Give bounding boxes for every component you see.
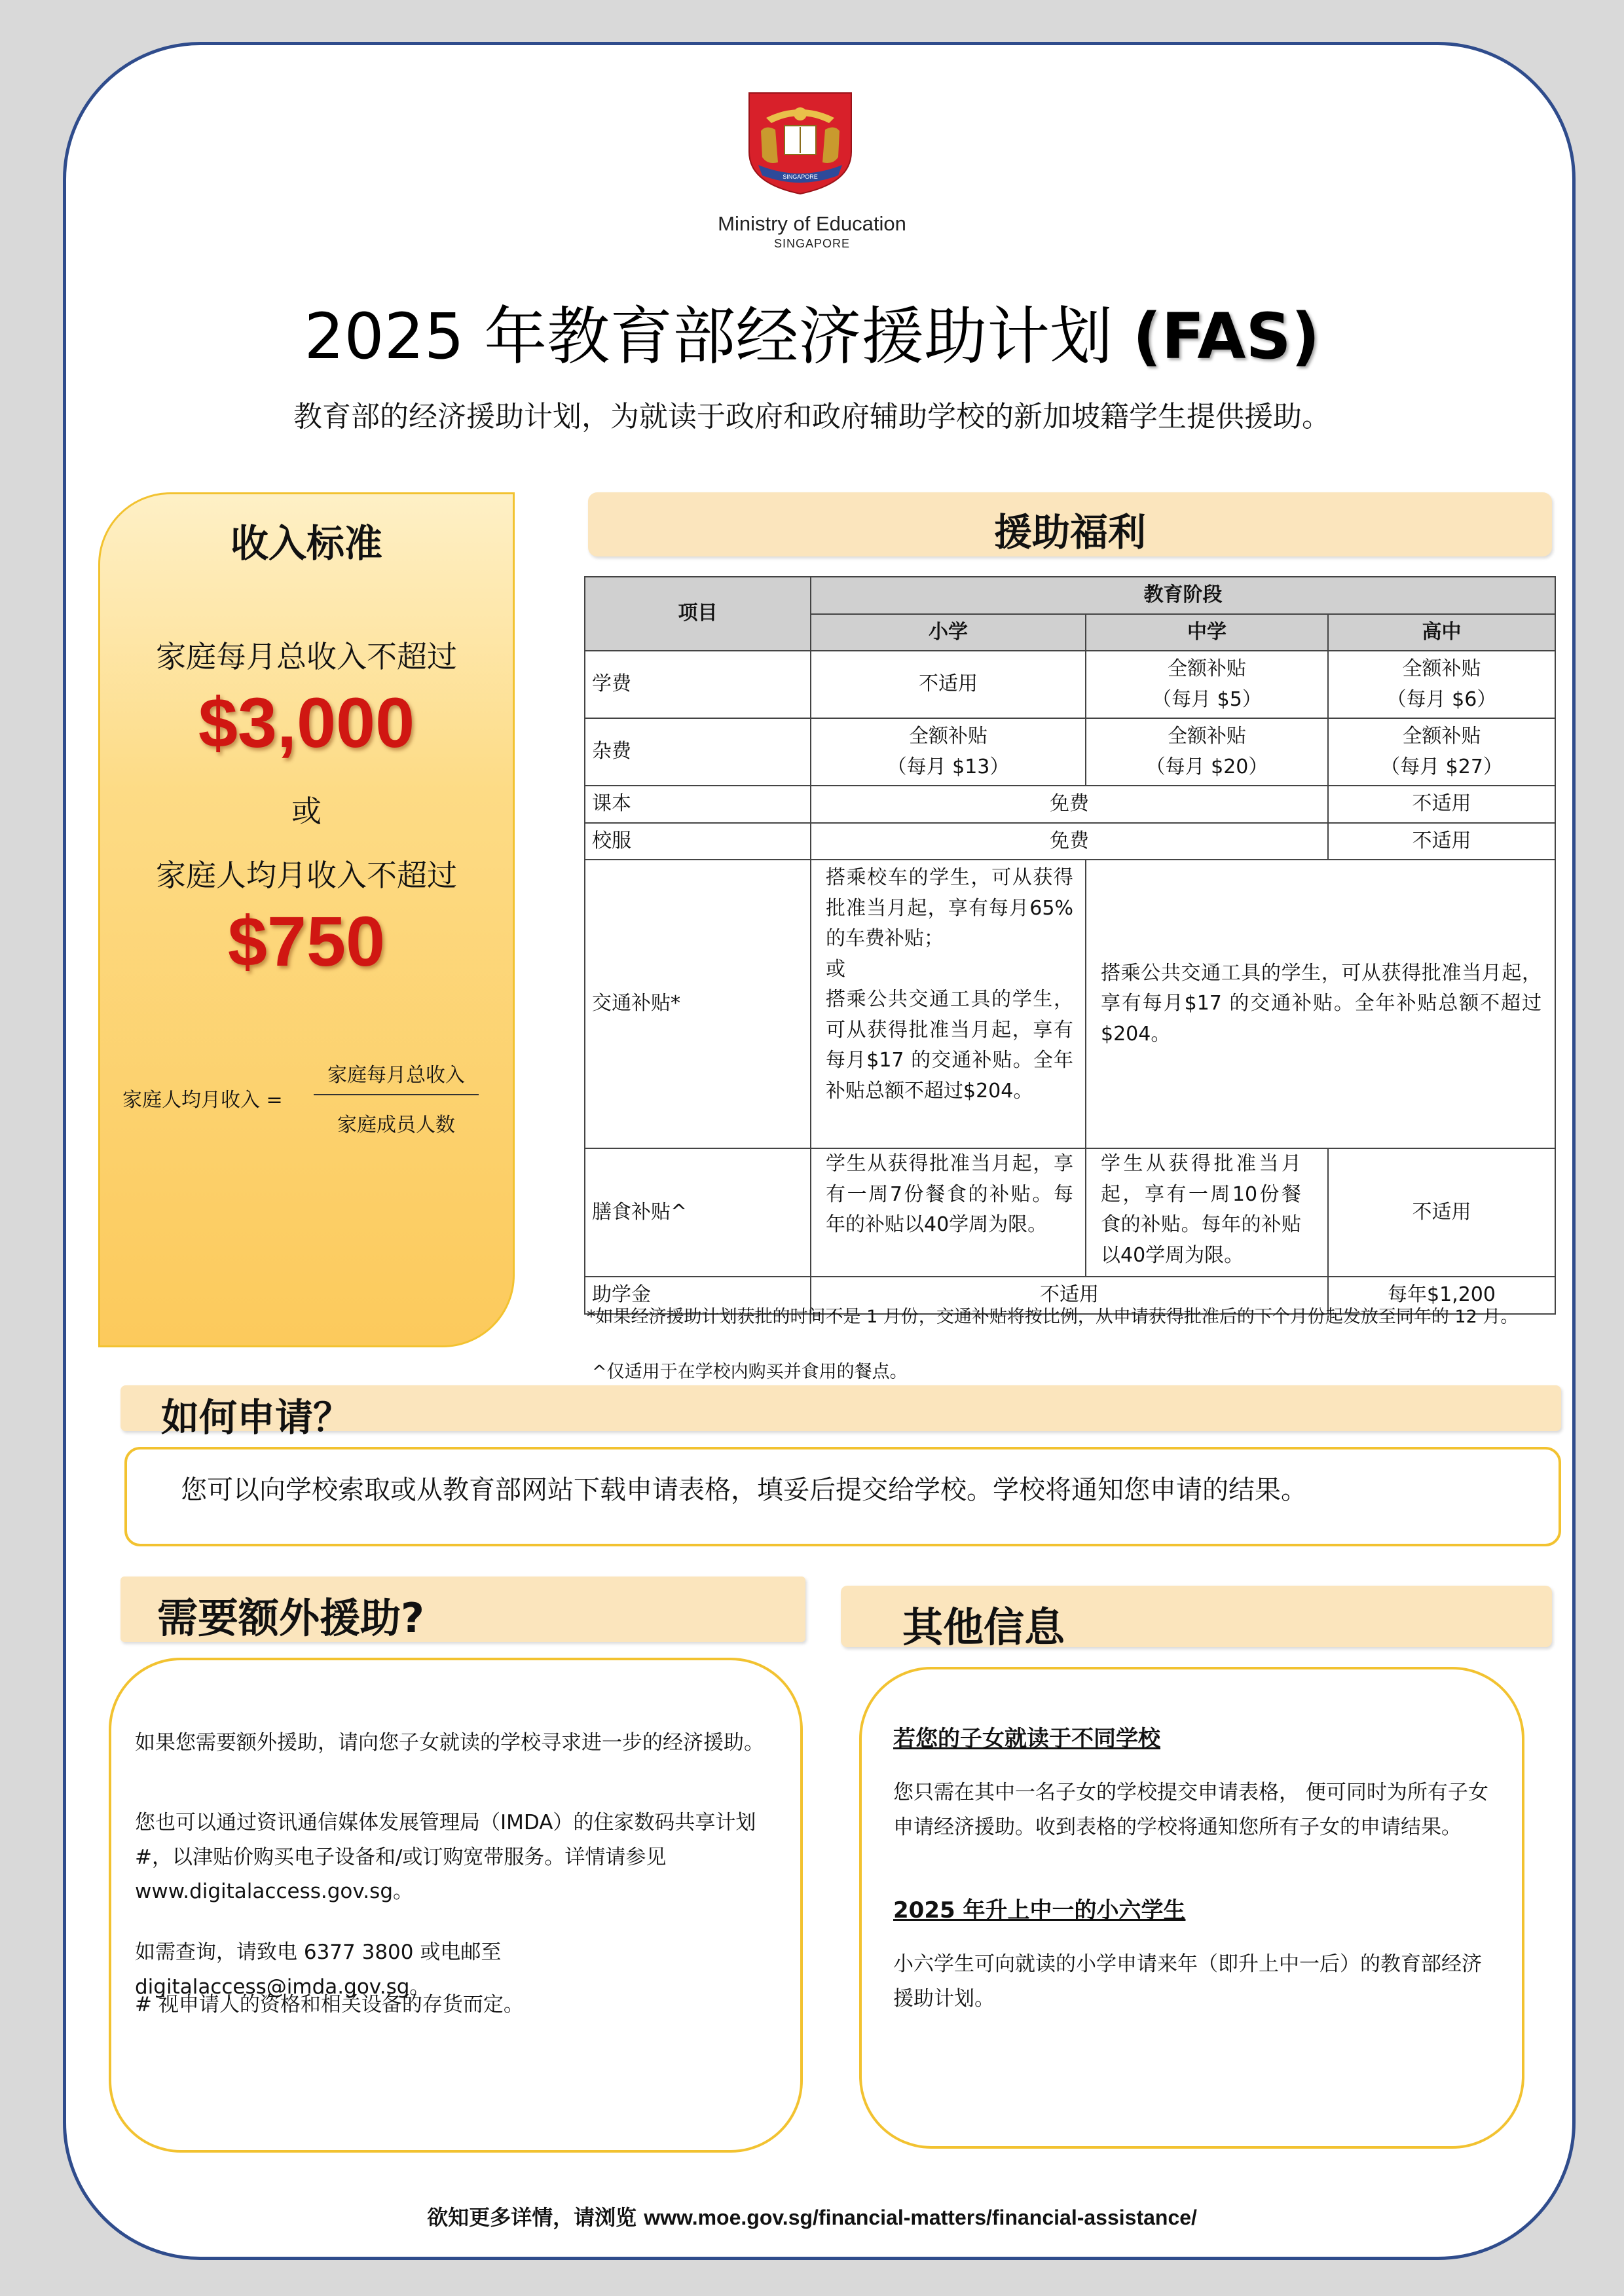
table-row [585,651,1555,718]
other-info-heading: 其他信息 [902,1603,1065,1651]
extra-help-p1: 如果您需要额外援助，请向您子女就读的学校寻求进一步的经济援助。 [135,1731,764,1755]
row-label: 交通补贴* [585,860,811,1148]
benefits-table [584,576,1556,1315]
cell: 全额补贴 （每月 $27） [1328,718,1555,786]
ministry-name: Ministry of Education [718,212,906,235]
formula-numerator: 家庭每月总收入 [327,1064,465,1087]
cell: 搭乘公共交通工具的学生，可从获得批准当月起，享有每月$17 的交通补贴。全年补贴总额不超过$204。 [1086,860,1555,1148]
cell: 每年$1,200 [1328,1277,1555,1314]
other-info-subheading-1: 若您的子女就读于不同学校 [893,1726,1160,1752]
other-info-p2: 小六学生可向就读的小学申请来年（即升上中一后）的教育部经济援助计划。 [893,1952,1482,2011]
cell: 不适用 [1328,823,1555,860]
cell: 搭乘校车的学生，可从获得批准当月起，享有每月65%的车费补贴； 或 搭乘公共交通工具的学生，可从获得批准当月起，享有每月$17 的交通补贴。全年补贴总额不超过$204。 [811,860,1086,1148]
formula-label: 家庭人均月收入 = [122,1089,283,1112]
table-row [585,718,1555,786]
row-label: 膳食补贴^ [585,1148,811,1277]
extra-help-p2: 您也可以通过资讯通信媒体发展管理局（IMDA）的住家数码共享计划#，以津贴价购买电子设备和/或订购宽带服务。详情请参见 www.digitalaccess.gov.sg。 [135,1811,756,1904]
crest-ribbon-text: SINGAPORE [783,173,818,180]
footer [0,2201,1624,2231]
table-row [585,860,1555,1148]
footer-link[interactable]: www.moe.gov.sg/financial-matters/financial-assistance/ [644,2206,1197,2229]
extra-help-banner [120,1576,805,1642]
cell: 学生从获得批准当月起，享有一周10份餐食的补贴。每年的补贴以40学周为限。 [1086,1148,1328,1277]
header-secondary: 中学 [1086,614,1328,651]
benefits-banner [588,492,1552,556]
header-primary: 小学 [811,614,1086,651]
cell: 不适用 [811,1277,1328,1314]
cell: 全额补贴 （每月 $5） [1086,651,1328,718]
header-high: 高中 [1328,614,1555,651]
income-line2: 家庭人均月收入不超过 [156,858,457,893]
row-label: 校服 [585,823,811,860]
transport-footnote: *如果经济援助计划获批的时间不是 1 月份，交通补贴将按比例，从申请获得批准后的下个月份起发放至同年的 12 月。 [587,1307,1519,1327]
page-title [0,287,1624,376]
cell: 不适用 [1328,786,1555,823]
row-label: 杂费 [585,718,811,786]
row-label: 学费 [585,651,811,718]
income-heading: 收入标准 [230,521,382,566]
income-criteria-box [98,492,515,1347]
row-label: 助学金 [585,1277,811,1314]
apply-banner [120,1385,1561,1440]
footer-prefix: 欲知更多详情，请浏览 [427,2205,644,2230]
table-header-row [585,577,1555,614]
cell: 不适用 [811,651,1086,718]
cell: 全额补贴 （每月 $6） [1328,651,1555,718]
page-subtitle: 教育部的经济援助计划，为就读于政府和政府辅助学校的新加坡籍学生提供援助。 [293,400,1331,433]
table-row [585,786,1555,823]
other-info-box [859,1667,1524,2149]
extra-help-box [109,1658,803,2153]
meal-footnote: ^仅适用于在学校内购买并食用的餐点。 [592,1362,908,1382]
apply-text-box [124,1447,1561,1546]
moe-crest-logo [747,92,854,196]
income-limit-total: $3,000 [198,683,415,762]
extra-help-p3: 如需查询，请致电 6377 3800 或电邮至 digitalaccess@imda.gov.sg。 [135,1941,502,1999]
extra-help-p4: # 视申请人的资格和相关设备的存货而定。 [135,1993,524,2016]
income-or: 或 [291,793,322,829]
cell: 全额补贴 （每月 $20） [1086,718,1328,786]
benefits-heading: 援助福利 [993,510,1146,555]
cell: 免费 [811,823,1328,860]
table-row [585,1148,1555,1277]
title-main: 2025 年教育部经济援助计划 [304,300,1133,373]
title-abbr: (FAS) [1132,300,1320,373]
extra-help-heading: 需要额外援助? [157,1594,424,1642]
income-limit-per-capita: $750 [227,902,386,981]
other-info-p1: 您只需在其中一名子女的学校提交申请表格， 便可同时为所有子女申请经济援助。收到表格的学校将通知您所有子女的申请结果。 [893,1781,1488,1839]
row-label: 课本 [585,786,811,823]
cell: 全额补贴 （每月 $13） [811,718,1086,786]
formula-denominator: 家庭成员人数 [337,1114,455,1137]
formula-fraction-bar [314,1094,479,1095]
income-line1: 家庭每月总收入不超过 [156,639,457,674]
table-row [585,823,1555,860]
cell: 学生从获得批准当月起，享有一周7份餐食的补贴。每年的补贴以40学周为限。 [811,1148,1086,1277]
header-item: 项目 [585,577,811,651]
cell: 不适用 [1328,1148,1555,1277]
other-info-subheading-2: 2025 年升上中一的小六学生 [893,1897,1186,1923]
other-info-banner [841,1586,1552,1651]
header-level: 教育阶段 [811,577,1555,614]
apply-heading: 如何申请？ [161,1395,352,1440]
apply-text: 您可以向学校索取或从教育部网站下载申请表格，填妥后提交给学校。学校将通知您申请的结果。 [181,1475,1307,1505]
cell: 免费 [811,786,1328,823]
ministry-country: SINGAPORE [773,237,851,250]
